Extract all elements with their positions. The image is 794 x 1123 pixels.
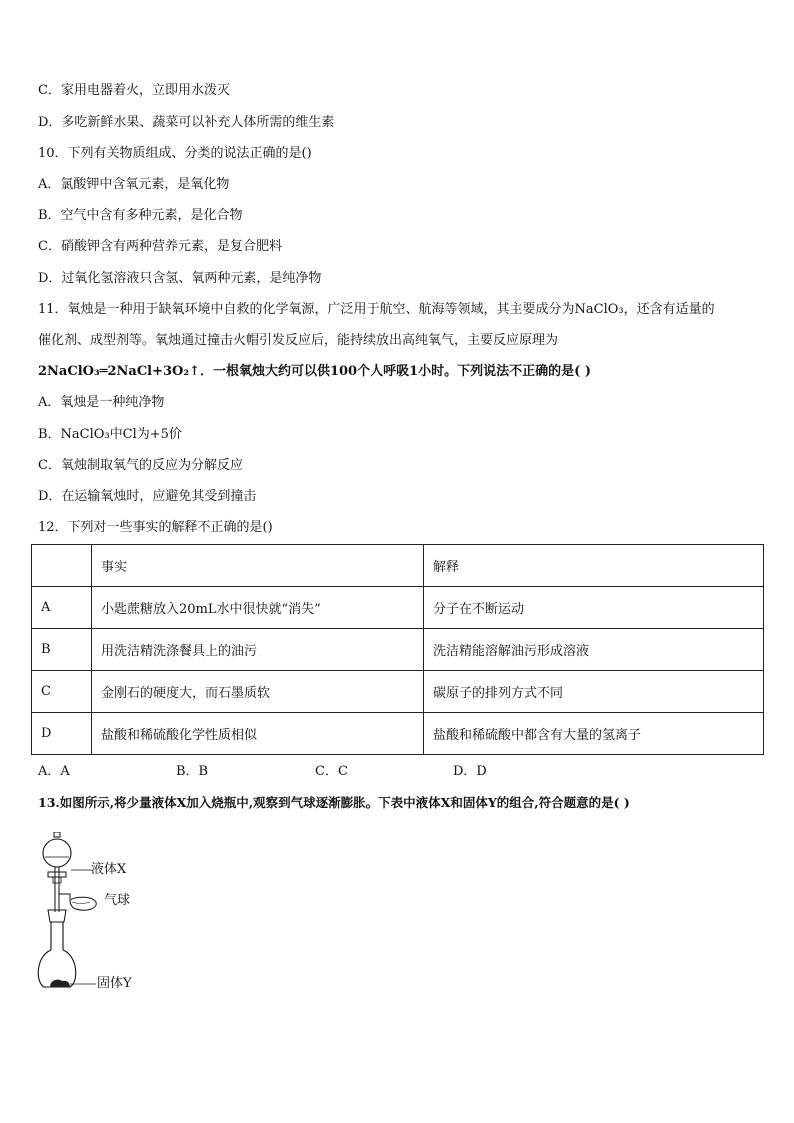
table-row (32, 671, 764, 713)
q11-stem-line1: 11．氧烛是一种用于缺氧环境中自救的化学氧源，广泛用于航空、航海等领域，其主要成分为NaClO₃，还含有适量的 (38, 302, 715, 317)
table-row (32, 713, 764, 755)
q12-stem: 12．下列对一些事实的解释不正确的是() (38, 520, 273, 535)
q11-stem-line2: 催化剂、成型剂等。氧烛通过撞击火帽引发反应后，能持续放出高纯氧气，主要反应原理为 (38, 333, 559, 348)
q11-option-d: D．在运输氧烛时，应避免其受到撞击 (38, 489, 257, 504)
q10-option-c: C．硝酸钾含有两种营养元素，是复合肥料 (38, 239, 282, 254)
q10-option-a: A．氯酸钾中含氧元素，是氧化物 (38, 177, 230, 192)
table-header-row (32, 545, 764, 587)
table-cell: B (32, 629, 92, 671)
q10-stem: 10．下列有关物质组成、分类的说法正确的是() (38, 146, 312, 161)
table-cell: 盐酸和稀硫酸中都含有大量的氢离子 (424, 713, 764, 755)
table-header-cell: 解释 (424, 545, 764, 587)
figure-label-liquid-x: 液体X (91, 862, 127, 877)
table-cell: 碳原子的排列方式不同 (424, 671, 764, 713)
table-row (32, 629, 764, 671)
table-cell: C (32, 671, 92, 713)
table-cell: 小匙蔗糖放入20mL水中很快就“消失” (92, 587, 424, 629)
prev-option-d: D．多吃新鲜水果、蔬菜可以补充人体所需的维生素 (38, 115, 335, 130)
table-row (32, 587, 764, 629)
table-cell: A (32, 587, 92, 629)
q10-option-b: B．空气中含有多种元素，是化合物 (38, 208, 243, 223)
table-cell: 盐酸和稀硫酸化学性质相似 (92, 713, 424, 755)
q11-option-b: B．NaClO₃中Cl为+5价 (38, 427, 182, 442)
table-cell: 金刚石的硬度大，而石墨质软 (92, 671, 424, 713)
q12-fact-table (31, 544, 764, 755)
q12-option-a: A．A (38, 764, 70, 779)
q12-option-d: D．D (453, 764, 487, 779)
table-cell: D (32, 713, 92, 755)
figure-label-solid-y: 固体Y (97, 976, 132, 991)
table-cell: 分子在不断运动 (424, 587, 764, 629)
table-cell: 用洗洁精洗涤餐具上的油污 (92, 629, 424, 671)
q11-option-c: C．氧烛制取氧气的反应为分解反应 (38, 458, 243, 473)
q11-option-a: A．氧烛是一种纯净物 (38, 395, 165, 410)
table-header-cell (32, 545, 92, 587)
table-header-cell: 事实 (92, 545, 424, 587)
q11-stem-line3: 2NaClO₃═2NaCl+3O₂↑．一根氧烛大约可以供100个人呼吸1小时。下列说法不正确的是( ) (38, 364, 591, 379)
q10-option-d: D．过氧化氢溶液只含氢、氧两种元素，是纯净物 (38, 271, 322, 286)
q12-option-c: C．C (315, 764, 348, 779)
q12-option-b: B．B (176, 764, 209, 779)
table-cell: 洗洁精能溶解油污形成溶液 (424, 629, 764, 671)
flask-apparatus-figure (36, 832, 156, 997)
figure-label-balloon: 气球 (104, 893, 131, 908)
q13-stem: 13.如图所示,将少量液体X加入烧瓶中,观察到气球逐渐膨胀。下表中液体X和固体Y的组合,符合题意的是( ) (38, 795, 630, 810)
prev-option-c: C．家用电器着火，立即用水泼灭 (38, 83, 230, 98)
